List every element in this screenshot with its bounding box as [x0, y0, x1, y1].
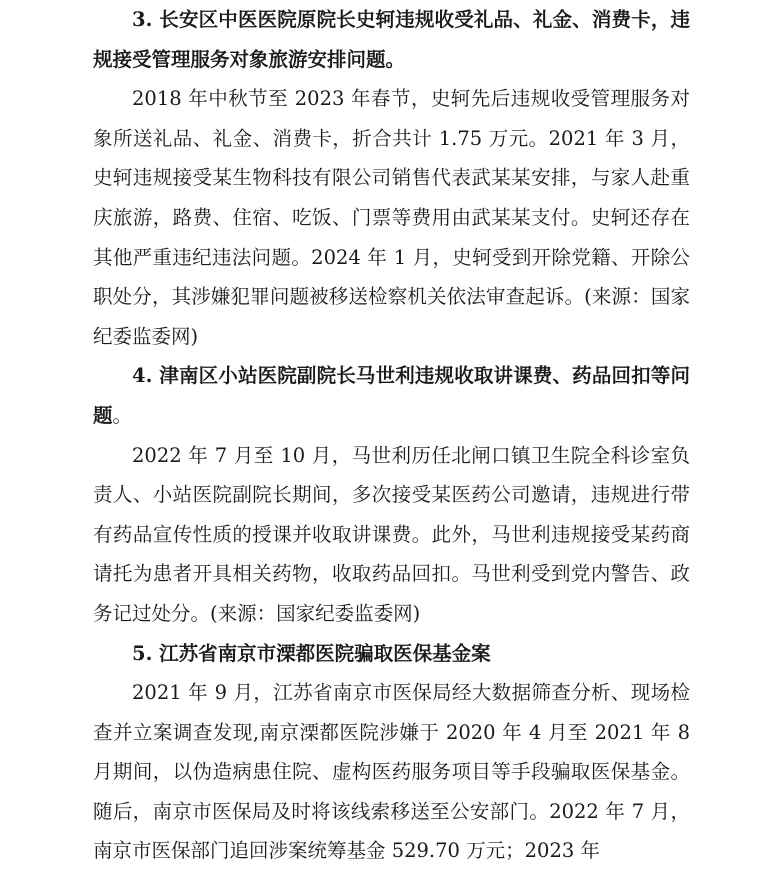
section-3-heading: [93, 0, 690, 79]
section-5-body: 2021 年 9 月，江苏省南京市医保局经大数据筛查分析、现场检查并立案调查发现,南京溧都医院涉嫌于 2020 年 4 月至 2021 年 8 月期间，以伪造病患住院、虚构医药服务项目等手段骗取医保基金。随后，南京市医保局及时将该线索移送至公安部门。2022 年 7 月，南京市医保部门追回涉案统筹基金 529.70 万元；2023 年: [93, 681, 690, 863]
section-4-body: 2022 年 7 月至 10 月，马世利历任北闸口镇卫生院全科诊室负责人、小站医院副院长期间，多次接受某医药公司邀请，违规进行带有药品宣传性质的授课并收取讲课费。此外，马世利违规接受某药商请托为患者开具相关药物，收取药品回扣。马世利受到党内警告、政务记过处分。(来源：国家纪委监委网): [93, 443, 690, 625]
document-page: [93, 0, 690, 871]
section-3-body: 2018 年中秋节至 2023 年春节，史轲先后违规收受管理服务对象所送礼品、礼金、消费卡，折合共计 1.75 万元。2021 年 3 月，史轲违规接受某生物科技有限公司销售代表武某某安排，与家人赴重庆旅游，路费、住宿、吃饭、门票等费用由武某某支付。史轲还存在其他严重违纪违法问题。2024 年 1 月，史轲受到开除党籍、开除公职处分，其涉嫌犯罪问题被移送检察机关依法审查起诉。(来源：国家纪委监委网): [93, 87, 690, 348]
section-4-heading-tail: 。: [112, 403, 133, 427]
section-4-heading: [93, 356, 690, 435]
section-5-heading: [93, 634, 690, 674]
section-4-heading-text: 4. 津南区小站医院副院长马世利违规收取讲课费、药品回扣等问题: [93, 364, 690, 427]
section-5-heading-text: 5. 江苏省南京市溧都医院骗取医保基金案: [132, 641, 491, 665]
section-3-heading-text: 3. 长安区中医医院原院长史轲违规收受礼品、礼金、消费卡，违规接受管理服务对象旅游安排问题。: [93, 8, 690, 71]
